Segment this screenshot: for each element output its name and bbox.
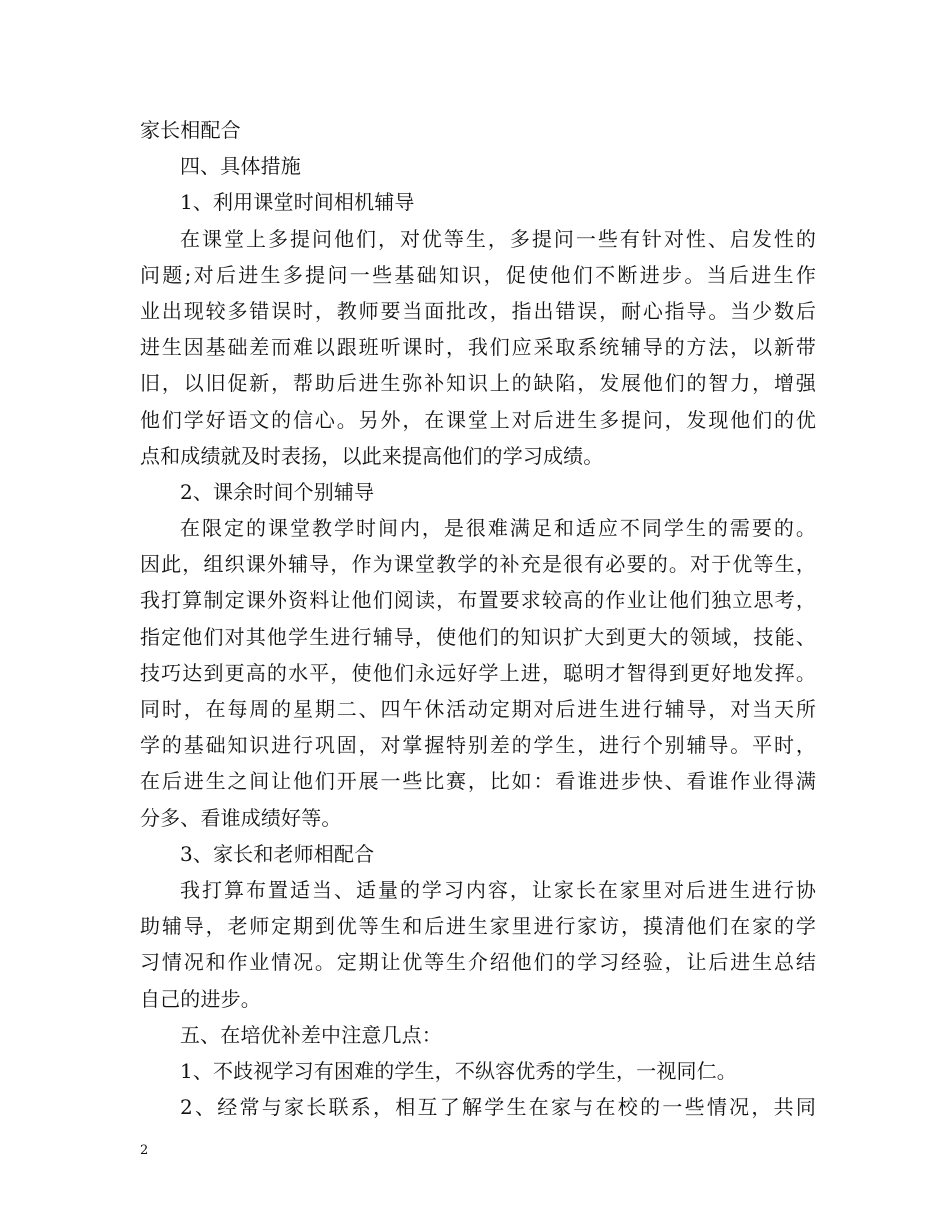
text-line: 问题;对后进生多提问一些基础知识，促使他们不断进步。当后进生作	[140, 262, 816, 287]
document-body	[140, 112, 816, 1125]
text-line: 1、不歧视学习有困难的学生，不纵容优秀的学生，一视同仁。	[180, 1058, 737, 1083]
page-number: 2	[140, 1143, 149, 1158]
text-line: 2、经常与家长联系，相互了解学生在家与在校的一些情况，共同	[180, 1095, 816, 1120]
text-line: 点和成绩就及时表扬，以此来提高他们的学习成绩。	[140, 443, 604, 468]
text-line: 学的基础知识进行巩固，对掌握特别差的学生，进行个别辅导。平时，	[140, 733, 816, 758]
text-line: 同时，在每周的星期二、四午休活动定期对后进生进行辅导，对当天所	[140, 697, 816, 721]
text-line: 因此，组织课外辅导，作为课堂教学的补充是很有必要的。对于优等生，	[140, 552, 816, 577]
text-line: 1、利用课堂时间相机辅导	[180, 190, 415, 215]
text-line: 在课堂上多提问他们，对优等生，多提问一些有针对性、启发性的	[180, 226, 816, 251]
text-line: 四、具体措施	[180, 154, 301, 179]
text-line: 自己的进步。	[140, 986, 261, 1011]
text-line: 习情况和作业情况。定期让优等生介绍他们的学习经验，让后进生总结	[140, 950, 816, 975]
text-line: 进生因基础差而难以跟班听课时，我们应采取系统辅导的方法，以新带	[140, 335, 816, 360]
text-line: 指定他们对其他学生进行辅导，使他们的知识扩大到更大的领域，技能、	[140, 624, 816, 649]
text-line: 他们学好语文的信心。另外，在课堂上对后进生多提问，发现他们的优	[140, 407, 816, 432]
text-line: 技巧达到更高的水平，使他们永远好学上进，聪明才智得到更好地发挥。	[140, 660, 816, 685]
text-line: 旧，以旧促新，帮助后进生弥补知识上的缺陷，发展他们的智力，增强	[140, 371, 816, 396]
text-line: 2、课余时间个别辅导	[180, 479, 375, 504]
text-line: 家长相配合	[140, 118, 241, 142]
text-line: 助辅导，老师定期到优等生和后进生家里进行家访，摸清他们在家的学	[140, 914, 816, 939]
text-line: 我打算制定课外资料让他们阅读，布置要求较高的作业让他们独立思考，	[140, 588, 816, 613]
text-line: 在限定的课堂教学时间内，是很难满足和适应不同学生的需要的。	[180, 516, 816, 541]
text-line: 五、在培优补差中注意几点：	[180, 1022, 442, 1047]
text-line: 分多、看谁成绩好等。	[140, 805, 342, 830]
text-line: 业出现较多错误时，教师要当面批改，指出错误，耐心指导。当少数后	[140, 298, 816, 323]
text-line: 3、家长和老师相配合	[180, 841, 375, 866]
text-line: 我打算布置适当、适量的学习内容，让家长在家里对后进生进行协	[180, 877, 816, 902]
text-line: 在后进生之间让他们开展一些比赛，比如：看谁进步快、看谁作业得满	[140, 769, 816, 794]
